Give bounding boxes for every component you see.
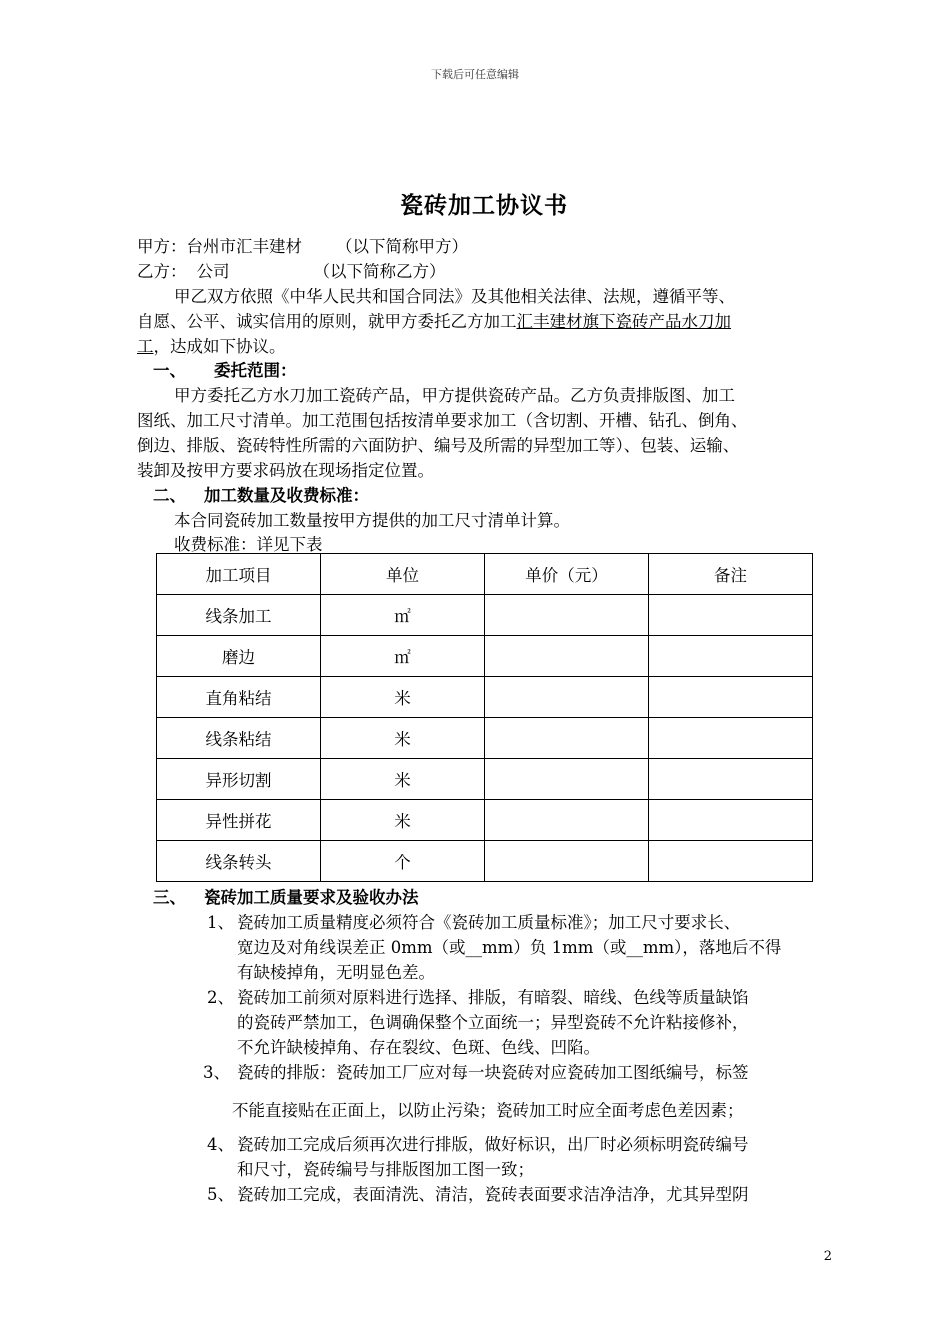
table-cell: 异性拼花 [157, 800, 321, 841]
fee-table-header: 单位 [321, 554, 485, 595]
list-item-number: 2、 [207, 988, 234, 1007]
table-cell: 线条粘结 [157, 718, 321, 759]
intro-line-3-text: ，达成如下协议。 [153, 337, 286, 356]
table-row [157, 800, 813, 841]
section-1-line: 倒边、排版、瓷砖特性所需的六面防护、编号及所需的异型加工等）、包装、运输、 [137, 436, 740, 455]
list-item-number: 5、 [207, 1185, 234, 1204]
party-a-name: 台州市汇丰建材 [186, 237, 302, 256]
party-a-line [137, 233, 468, 257]
list-item-line: 瓷砖加工前须对原料进行选择、排版，有暗裂、暗线、色线等质量缺馅 [237, 988, 749, 1007]
intro-line-2-text: 自愿、公平、诚实信用的原则，就甲方委托乙方加工 [137, 312, 517, 331]
fee-table-header: 单价（元） [485, 554, 649, 595]
section-2-line: 收费标准：详见下表 [174, 535, 323, 554]
list-item-line: 不能直接贴在正面上，以防止污染；瓷砖加工时应全面考虑色差因素； [232, 1101, 744, 1120]
table-cell: 直角粘结 [157, 677, 321, 718]
table-row [157, 841, 813, 882]
table-cell: 米 [321, 718, 485, 759]
table-cell [649, 718, 813, 759]
table-cell [485, 841, 649, 882]
section-1-line: 图纸、加工尺寸清单。加工范围包括按清单要求加工（含切割、开槽、钻孔、倒角、 [137, 411, 748, 430]
table-cell: 米 [321, 800, 485, 841]
table-cell: 米 [321, 677, 485, 718]
table-cell [485, 636, 649, 677]
section-3-heading [153, 884, 419, 908]
table-row [157, 636, 813, 677]
table-cell [485, 800, 649, 841]
fee-table [156, 553, 813, 882]
party-b-name: 公司 [196, 262, 230, 281]
section-3-number: 三、 [153, 888, 186, 907]
table-row [157, 677, 813, 718]
section-2-number: 二、 [153, 486, 186, 505]
list-item-line: 有缺棱掉角，无明显色差。 [237, 963, 435, 982]
fee-table-header: 备注 [649, 554, 813, 595]
list-item-number: 3、 [203, 1063, 230, 1082]
party-b-note: （以下简称乙方） [313, 262, 446, 281]
table-cell [485, 718, 649, 759]
table-cell [649, 800, 813, 841]
list-item-number: 4、 [207, 1135, 234, 1154]
table-cell: 线条转头 [157, 841, 321, 882]
section-1-title: 委托范围： [214, 361, 297, 380]
section-1-heading [153, 357, 297, 381]
list-item-line: 瓷砖加工完成，表面清洗、清洁，瓷砖表面要求洁净洁净，尤其异型阴 [237, 1185, 749, 1204]
intro-line-2 [137, 308, 731, 332]
table-cell [649, 595, 813, 636]
table-row [157, 718, 813, 759]
intro-underlined-scope: 汇丰建材旗下瓷砖产品水刀加 [516, 312, 731, 331]
fee-table-header-row [157, 554, 813, 595]
list-item-line: 不允许缺棱掉角、存在裂纹、色斑、色线、凹陷。 [237, 1038, 600, 1057]
table-cell: 个 [321, 841, 485, 882]
fee-table-header: 加工项目 [157, 554, 321, 595]
table-cell: 米 [321, 759, 485, 800]
party-a-note: （以下简称甲方） [336, 237, 468, 256]
page-header: 下载后可任意编辑 [431, 68, 519, 81]
table-cell [649, 677, 813, 718]
list-item-line: 宽边及对角线误差正 0mm（或__mm）负 1mm（或__mm），落地后不得 [237, 938, 782, 957]
list-item-line: 瓷砖加工完成后须再次进行排版，做好标识，出厂时必须标明瓷砖编号 [237, 1135, 749, 1154]
table-cell [649, 636, 813, 677]
table-cell: ㎡ [321, 595, 485, 636]
table-cell: 线条加工 [157, 595, 321, 636]
list-item-line: 的瓷砖严禁加工，色调确保整个立面统一；异型瓷砖不允许粘接修补， [237, 1013, 749, 1032]
party-a-label: 甲方： [137, 237, 187, 256]
party-b-line [137, 258, 446, 282]
list-item-line: 瓷砖加工质量精度必须符合《瓷砖加工质量标准》；加工尺寸要求长、 [237, 913, 741, 932]
table-cell: 异形切割 [157, 759, 321, 800]
list-item-line: 和尺寸，瓷砖编号与排版图加工图一致； [237, 1160, 534, 1179]
intro-underlined-scope-end: 工 [137, 337, 154, 356]
section-1-line: 甲方委托乙方水刀加工瓷砖产品，甲方提供瓷砖产品。乙方负责排版图、加工 [174, 386, 735, 405]
section-2-heading [153, 482, 369, 506]
table-cell [485, 595, 649, 636]
page-number: 2 [823, 1249, 832, 1264]
party-b-label: 乙方： [137, 262, 187, 281]
document-title: 瓷砖加工协议书 [400, 193, 568, 219]
list-item-line: 瓷砖的排版：瓷砖加工厂应对每一块瓷砖对应瓷砖加工图纸编号，标签 [237, 1063, 749, 1082]
section-2-title: 加工数量及收费标准： [204, 486, 369, 505]
intro-line-3 [137, 333, 286, 357]
table-cell [485, 677, 649, 718]
section-3-title: 瓷砖加工质量要求及验收办法 [204, 888, 419, 907]
section-1-number: 一、 [153, 361, 186, 380]
table-cell [649, 759, 813, 800]
section-1-line: 装卸及按甲方要求码放在现场指定位置。 [137, 461, 434, 480]
list-item-number: 1、 [207, 913, 234, 932]
table-row [157, 595, 813, 636]
section-2-line: 本合同瓷砖加工数量按甲方提供的加工尺寸清单计算。 [174, 511, 570, 530]
intro-line-1: 甲乙双方依照《中华人民共和国合同法》及其他相关法律、法规，遵循平等、 [174, 287, 735, 306]
table-cell [485, 759, 649, 800]
table-cell: ㎡ [321, 636, 485, 677]
table-cell: 磨边 [157, 636, 321, 677]
table-cell [649, 841, 813, 882]
table-row [157, 759, 813, 800]
